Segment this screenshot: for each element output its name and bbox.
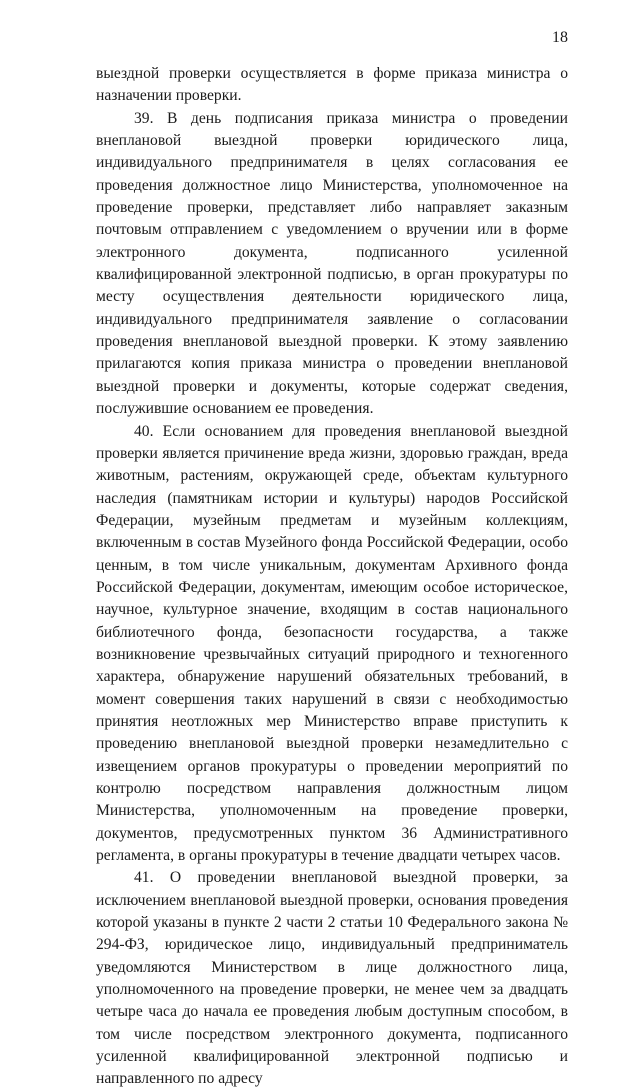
page-number: 18 (552, 29, 568, 46)
paragraph-40: 40. Если основанием для проведения внеплановой выездной проверки является причинение вреда жизни, здоровью граждан, вреда животным, растениям, окружающей среде, объектам культурного наследия (памятникам истории и культуры) народов Российской Федерации, музейным предметам и музейным коллекциям, включенным в состав Музейного фонда Российской Федерации, особо ценным, в том числе уникальным, документам Архивного фонда Российской Федерации, документам, имеющим особое историческое, научное, культурное значение, входящим в состав национального библиотечного фонда, безопасности государства, а также возникновение чрезвычайных ситуаций природного и техногенного характера, обнаружение нарушений обязательных требований, в момент совершения таких нарушений в связи с необходимостью принятия неотложных мер Министерство вправе приступить к проведению внеплановой выездной проверки незамедлительно с извещением органов прокуратуры о проведении мероприятий по контролю посредством направления должностным лицом Министерства, уполномоченным на проведение проверки, документов, предусмотренных пунктом 36 Административного регламента, в органы прокуратуры в течение двадцати четырех часов. (96, 422, 568, 865)
paragraph-41: 41. О проведении внеплановой выездной проверки, за исключением внеплановой выездной проверки, основания проведения которой указаны в пункте 2 части 2 статьи 10 Федерального закона № 294-ФЗ, юридическое лицо, индивидуальный предприниматель уведомляются Министерством в лице должностного лица, уполномоченного на проведение проверки, не менее чем за двадцать четыре часа до начала ее проведения любым доступным способом, в том числе посредством электронного документа, подписанного усиленной квалифицированной электронной подписью и направленного по адресу (96, 869, 568, 1088)
paragraph-continuation: выездной проверки осуществляется в форме приказа министра о назначении проверки. (96, 65, 568, 105)
document-body (96, 63, 568, 1091)
paragraph-39: 39. В день подписания приказа министра о проведении внеплановой выездной проверки юридического лица, индивидуального предпринимателя в целях согласования ее проведения должностное лицо Министерства, уполномоченное на проведение проверки, представляет либо направляет заказным почтовым отправлением с уведомлением о вручении или в форме электронного документа, подписанного усиленной квалифицированной электронной подписью, в орган прокуратуры по месту осуществления деятельности юридического лица, индивидуального предпринимателя заявление о согласовании проведения внеплановой выездной проверки. К этому заявлению прилагаются копия приказа министра о проведении внеплановой выездной проверки и документы, которые содержат сведения, послужившие основанием ее проведения. (96, 109, 568, 418)
